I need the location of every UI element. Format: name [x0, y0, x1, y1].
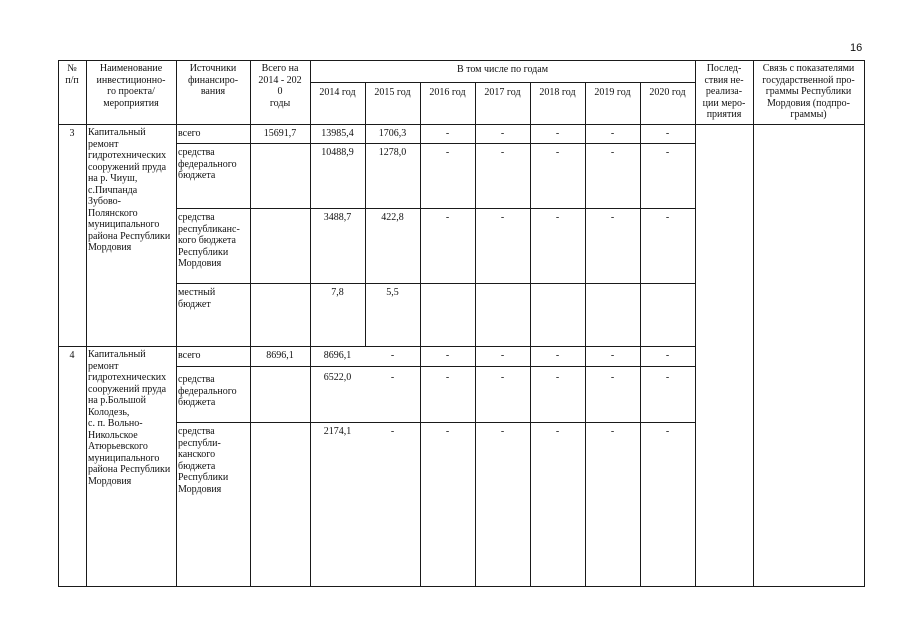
row3-source-0-2014: 13985,4: [321, 128, 354, 139]
row4-source-2-2019: -: [610, 426, 615, 437]
header-year-2014: 2014 год: [319, 87, 356, 98]
row4-line-2: [176, 422, 695, 423]
header-link: Связь с показателями государственной про- граммы Республики Мордовия (подпро- граммы): [762, 63, 855, 120]
header-bottom: [58, 124, 865, 125]
row3-source-0-2020: -: [665, 128, 670, 139]
row4-source-1-2017: -: [500, 372, 505, 383]
row4-source-1-2016: -: [445, 372, 450, 383]
row4-source-1-2015: -: [390, 372, 395, 383]
row3-source-1-2016: -: [445, 147, 450, 158]
row3-name: Капитальный ремонт гидротехнических сооружений пруда на р. Чиуш, с.Пичпанда Зубово- Полянского муниципального района Республики Мордовия: [88, 127, 171, 253]
col-line-11: [695, 60, 696, 587]
row3-source-1-label: средства федерального бюджета: [178, 147, 237, 181]
row4-name: Капитальный ремонт гидротехнических сооружений пруда на р.Большой Колодезь, с. п. Вольно- Никольское Атюрьевского муниципального района Республики Мордовия: [88, 349, 171, 487]
row4-source-1-2020: -: [665, 372, 670, 383]
row4-source-2-2015: -: [390, 426, 395, 437]
row3-source-0-2017: -: [500, 128, 505, 139]
row4-source-0-2017: -: [500, 350, 505, 361]
row3-source-2-label: средства республиканс- кого бюджета Республики Мордовия: [178, 212, 240, 269]
row3-source-0-2016: -: [445, 128, 450, 139]
header-no: № п/п: [65, 63, 79, 86]
row3-total: 15691,7: [263, 128, 297, 139]
row4-source-2-label: средства республи- канского бюджета Республики Мордовия: [178, 426, 229, 495]
row4-source-0-2016: -: [445, 350, 450, 361]
header-name: Наименование инвестиционно- го проекта/ мероприятия: [96, 63, 166, 109]
row3-line-2: [176, 208, 695, 209]
header-year-2019: 2019 год: [594, 87, 631, 98]
header-year-2020: 2020 год: [649, 87, 686, 98]
row3-source-3-label: местный бюджет: [178, 287, 216, 310]
years-divider: [310, 82, 695, 83]
header-year-2017: 2017 год: [484, 87, 521, 98]
row3-source-0-2018: -: [555, 128, 560, 139]
table-border-bottom: [58, 586, 865, 587]
row4-source-1-2018: -: [555, 372, 560, 383]
col-line-12: [753, 60, 754, 587]
row3-source-2-2017: -: [500, 212, 505, 223]
row3-source-3-2014: 7,8: [331, 287, 344, 298]
header-year-2016: 2016 год: [429, 87, 466, 98]
row3-source-1-2019: -: [610, 147, 615, 158]
row4-source-0-label: всего: [178, 350, 201, 361]
row3-source-0-2015: 1706,3: [378, 128, 407, 139]
row4-source-2-2018: -: [555, 426, 560, 437]
header-sources: Источники финансиро- вания: [187, 63, 239, 97]
row4-source-0-2014: 8696,1: [323, 350, 352, 361]
row4-source-2-2014: 2174,1: [323, 426, 352, 437]
row3-line-3: [176, 283, 695, 284]
row3-source-2-2019: -: [610, 212, 615, 223]
row3-source-1-2014: 10488,9: [321, 147, 354, 158]
row3-source-1-2020: -: [665, 147, 670, 158]
row4-no: 4: [69, 350, 75, 361]
row4-source-0-2015: -: [390, 350, 395, 361]
header-by-years: В том числе по годам: [456, 64, 549, 75]
row3-source-2-2014: 3488,7: [323, 212, 352, 223]
row4-source-2-2020: -: [665, 426, 670, 437]
row3-no: 3: [69, 128, 75, 139]
page-number: 16: [850, 42, 863, 54]
row3-source-2-2018: -: [555, 212, 560, 223]
table-border-top: [58, 60, 865, 61]
row4-source-0-2018: -: [555, 350, 560, 361]
row3-source-1-2015: 1278,0: [378, 147, 407, 158]
row3-source-2-2020: -: [665, 212, 670, 223]
row3-source-3-2015: 5,5: [386, 287, 399, 298]
row4-line-1: [176, 366, 695, 367]
row3-source-0-2019: -: [610, 128, 615, 139]
header-total: Всего на 2014 - 202 0 годы: [258, 63, 302, 109]
row3-source-0-label: всего: [178, 128, 201, 139]
row4-total: 8696,1: [266, 350, 294, 361]
row4-source-1-2019: -: [610, 372, 615, 383]
header-year-2015: 2015 год: [374, 87, 411, 98]
row4-source-1-label: средства федерального бюджета: [178, 374, 237, 408]
row4-source-2-2016: -: [445, 426, 450, 437]
table-border-right: [864, 60, 865, 587]
row3-source-1-2018: -: [555, 147, 560, 158]
row3-source-1-2017: -: [500, 147, 505, 158]
row3-line-1: [176, 143, 695, 144]
row4-source-2-2017: -: [500, 426, 505, 437]
row4-source-1-2014: 6522,0: [323, 372, 352, 383]
header-year-2018: 2018 год: [539, 87, 576, 98]
col-line-1: [86, 60, 87, 587]
row3-source-2-2016: -: [445, 212, 450, 223]
row4-source-0-2019: -: [610, 350, 615, 361]
row-separator: [58, 346, 695, 347]
header-consequences: Послед- ствия не- реализа- ции меро- приятия: [702, 63, 746, 120]
row3-source-2-2015: 422,8: [381, 212, 404, 223]
row4-source-0-2020: -: [665, 350, 670, 361]
